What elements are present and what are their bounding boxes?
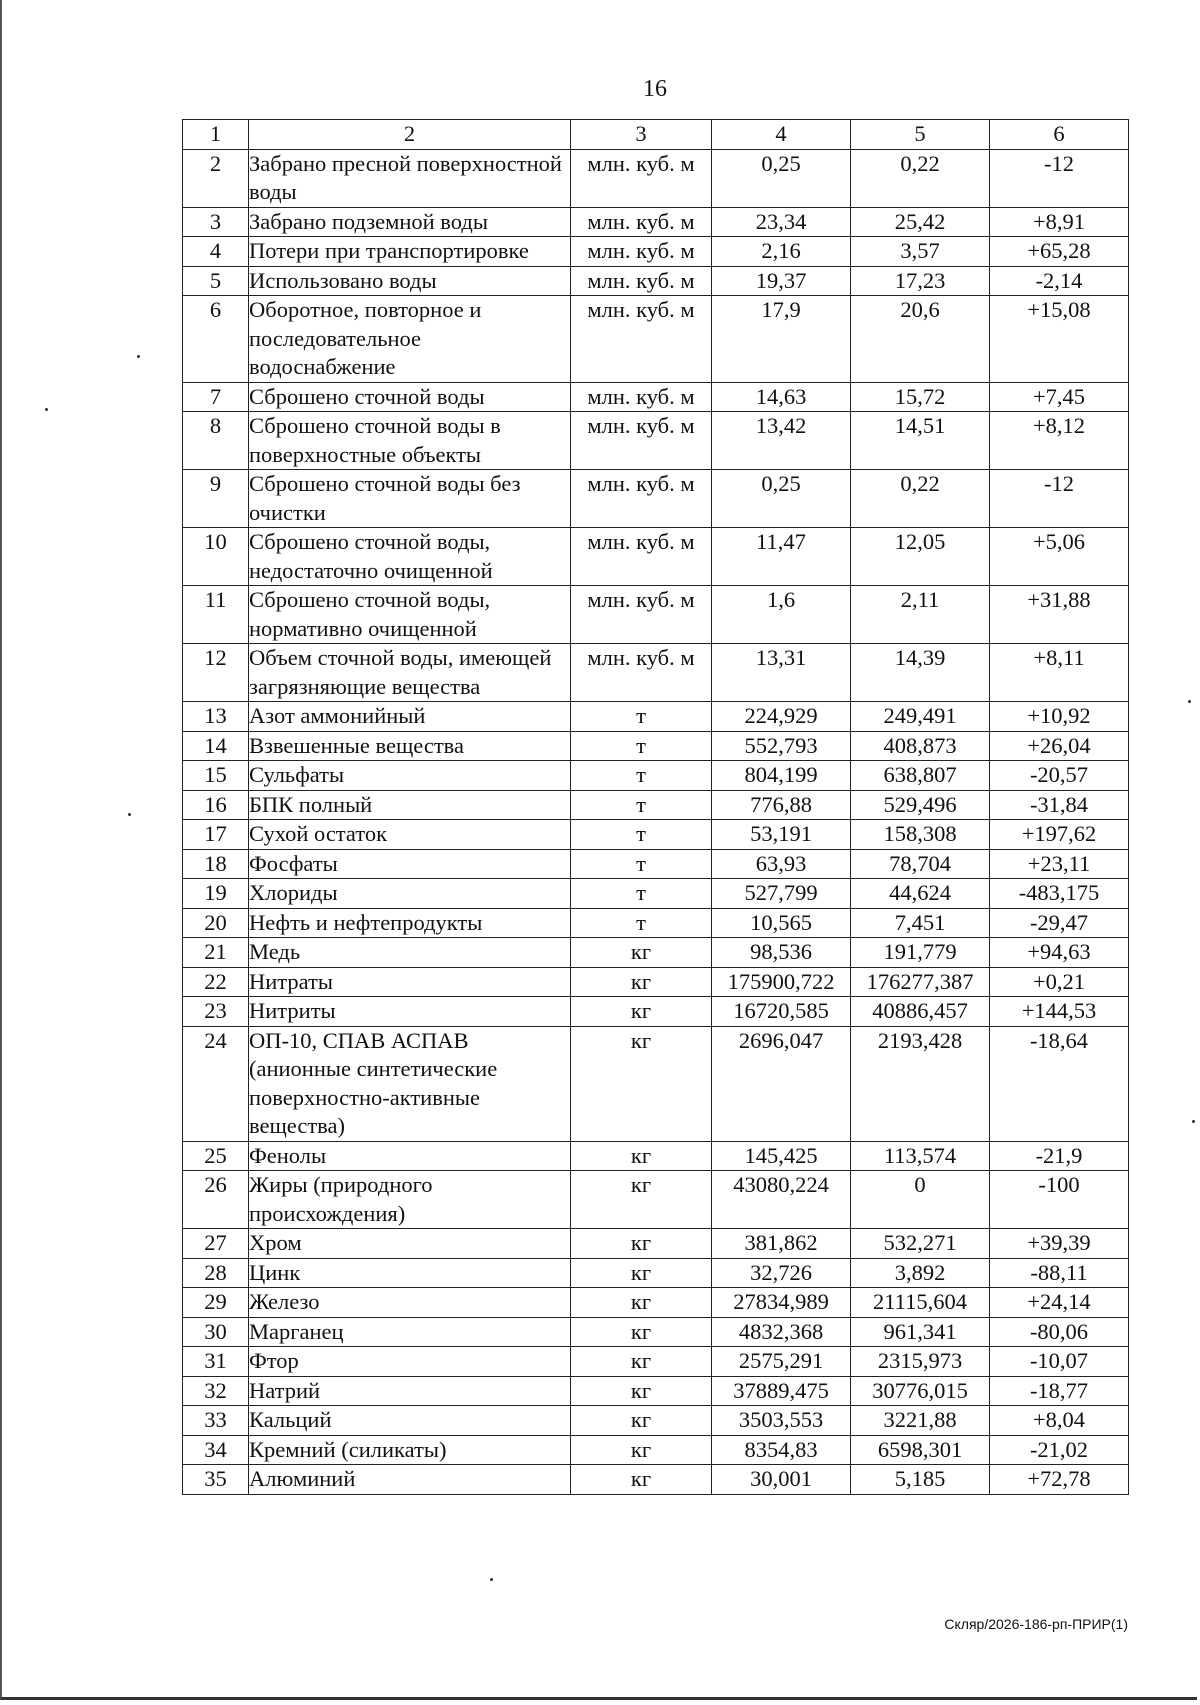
row-number: 24 <box>183 1026 249 1141</box>
unit-cell: кг <box>571 1406 712 1436</box>
value-col6: +8,04 <box>990 1406 1129 1436</box>
row-number: 3 <box>183 207 249 237</box>
row-number: 18 <box>183 849 249 879</box>
value-col4: 16720,585 <box>712 997 851 1027</box>
value-col5: 2,11 <box>851 586 990 644</box>
indicator-name: Забрано подземной воды <box>249 207 571 237</box>
row-number: 16 <box>183 790 249 820</box>
row-number: 34 <box>183 1435 249 1465</box>
value-col4: 13,31 <box>712 644 851 702</box>
unit-cell: млн. куб. м <box>571 149 712 207</box>
value-col6: +8,12 <box>990 412 1129 470</box>
value-col5: 30776,015 <box>851 1376 990 1406</box>
table-row <box>183 1406 1129 1436</box>
value-col5: 7,451 <box>851 908 990 938</box>
unit-cell: млн. куб. м <box>571 412 712 470</box>
value-col5: 0,22 <box>851 149 990 207</box>
value-col6: +65,28 <box>990 237 1129 267</box>
value-col4: 13,42 <box>712 412 851 470</box>
row-number: 2 <box>183 149 249 207</box>
indicator-name: Жиры (природного происхождения) <box>249 1171 571 1229</box>
indicator-name: Хром <box>249 1229 571 1259</box>
header-cell: 2 <box>249 120 571 150</box>
value-col6: +15,08 <box>990 296 1129 383</box>
value-col6: +26,04 <box>990 731 1129 761</box>
unit-cell: кг <box>571 1141 712 1171</box>
value-col5: 3,57 <box>851 237 990 267</box>
indicator-name: Использовано воды <box>249 266 571 296</box>
header-cell: 1 <box>183 120 249 150</box>
row-number: 29 <box>183 1288 249 1318</box>
unit-cell: кг <box>571 1376 712 1406</box>
indicator-name: БПК полный <box>249 790 571 820</box>
indicator-name: Нитраты <box>249 967 571 997</box>
value-col6: -483,175 <box>990 879 1129 909</box>
value-col5: 40886,457 <box>851 997 990 1027</box>
header-row <box>183 120 1129 150</box>
value-col4: 2575,291 <box>712 1347 851 1377</box>
unit-cell: кг <box>571 1026 712 1141</box>
value-col5: 78,704 <box>851 849 990 879</box>
table-row <box>183 761 1129 791</box>
indicator-name: Азот аммонийный <box>249 702 571 732</box>
indicator-name: Хлориды <box>249 879 571 909</box>
table-row <box>183 731 1129 761</box>
indicator-name: Объем сточной воды, имеющей загрязняющие вещества <box>249 644 571 702</box>
value-col4: 552,793 <box>712 731 851 761</box>
row-number: 33 <box>183 1406 249 1436</box>
value-col5: 44,624 <box>851 879 990 909</box>
value-col5: 6598,301 <box>851 1435 990 1465</box>
row-number: 26 <box>183 1171 249 1229</box>
value-col5: 3221,88 <box>851 1406 990 1436</box>
value-col4: 2,16 <box>712 237 851 267</box>
value-col5: 158,308 <box>851 820 990 850</box>
table-row <box>183 820 1129 850</box>
table-row <box>183 470 1129 528</box>
value-col6: -12 <box>990 470 1129 528</box>
unit-cell: т <box>571 731 712 761</box>
scan-speck <box>1188 700 1191 703</box>
value-col4: 30,001 <box>712 1465 851 1495</box>
value-col5: 0,22 <box>851 470 990 528</box>
unit-cell: т <box>571 849 712 879</box>
value-col6: -29,47 <box>990 908 1129 938</box>
value-col5: 15,72 <box>851 382 990 412</box>
table-row <box>183 1435 1129 1465</box>
value-col6: -18,64 <box>990 1026 1129 1141</box>
indicator-name: Нефть и нефтепродукты <box>249 908 571 938</box>
indicator-name: Кремний (силикаты) <box>249 1435 571 1465</box>
value-col6: +23,11 <box>990 849 1129 879</box>
table-row <box>183 908 1129 938</box>
value-col5: 2193,428 <box>851 1026 990 1141</box>
scan-speck <box>45 408 48 411</box>
row-number: 32 <box>183 1376 249 1406</box>
table-row <box>183 237 1129 267</box>
value-col4: 776,88 <box>712 790 851 820</box>
value-col6: -18,77 <box>990 1376 1129 1406</box>
indicator-name: Сухой остаток <box>249 820 571 850</box>
table-row <box>183 1141 1129 1171</box>
row-number: 31 <box>183 1347 249 1377</box>
unit-cell: кг <box>571 1465 712 1495</box>
value-col4: 0,25 <box>712 470 851 528</box>
unit-cell: т <box>571 879 712 909</box>
value-col5: 12,05 <box>851 528 990 586</box>
table-row <box>183 1288 1129 1318</box>
row-number: 21 <box>183 938 249 968</box>
value-col4: 4832,368 <box>712 1317 851 1347</box>
row-number: 28 <box>183 1258 249 1288</box>
unit-cell: кг <box>571 1288 712 1318</box>
unit-cell: млн. куб. м <box>571 586 712 644</box>
indicator-name: Фосфаты <box>249 849 571 879</box>
table-row <box>183 528 1129 586</box>
table-row <box>183 586 1129 644</box>
value-col5: 408,873 <box>851 731 990 761</box>
indicator-name: Алюминий <box>249 1465 571 1495</box>
value-col5: 191,779 <box>851 938 990 968</box>
indicator-name: Нитриты <box>249 997 571 1027</box>
value-col4: 224,929 <box>712 702 851 732</box>
value-col4: 37889,475 <box>712 1376 851 1406</box>
row-number: 23 <box>183 997 249 1027</box>
row-number: 13 <box>183 702 249 732</box>
value-col4: 23,34 <box>712 207 851 237</box>
table-row <box>183 1376 1129 1406</box>
value-col6: +5,06 <box>990 528 1129 586</box>
row-number: 6 <box>183 296 249 383</box>
unit-cell: кг <box>571 1229 712 1259</box>
value-col6: +8,11 <box>990 644 1129 702</box>
table-row <box>183 1317 1129 1347</box>
value-col4: 8354,83 <box>712 1435 851 1465</box>
scan-speck <box>1192 1120 1195 1123</box>
unit-cell: млн. куб. м <box>571 528 712 586</box>
value-col4: 63,93 <box>712 849 851 879</box>
value-col4: 32,726 <box>712 1258 851 1288</box>
value-col6: -80,06 <box>990 1317 1129 1347</box>
value-col6: -100 <box>990 1171 1129 1229</box>
row-number: 12 <box>183 644 249 702</box>
unit-cell: т <box>571 790 712 820</box>
value-col5: 21115,604 <box>851 1288 990 1318</box>
value-col6: -12 <box>990 149 1129 207</box>
unit-cell: т <box>571 702 712 732</box>
indicator-name: Фтор <box>249 1347 571 1377</box>
unit-cell: млн. куб. м <box>571 470 712 528</box>
value-col4: 381,862 <box>712 1229 851 1259</box>
value-col4: 17,9 <box>712 296 851 383</box>
row-number: 9 <box>183 470 249 528</box>
table-row <box>183 1171 1129 1229</box>
header-cell: 3 <box>571 120 712 150</box>
row-number: 14 <box>183 731 249 761</box>
value-col4: 145,425 <box>712 1141 851 1171</box>
value-col5: 961,341 <box>851 1317 990 1347</box>
unit-cell: млн. куб. м <box>571 382 712 412</box>
value-col4: 43080,224 <box>712 1171 851 1229</box>
value-col6: +0,21 <box>990 967 1129 997</box>
indicator-name: Фенолы <box>249 1141 571 1171</box>
indicator-name: Потери при транспортировке <box>249 237 571 267</box>
indicator-name: Сброшено сточной воды в поверхностные объекты <box>249 412 571 470</box>
value-col4: 53,191 <box>712 820 851 850</box>
indicator-name: Железо <box>249 1288 571 1318</box>
table-row <box>183 1347 1129 1377</box>
value-col4: 14,63 <box>712 382 851 412</box>
table-row <box>183 412 1129 470</box>
table-row <box>183 790 1129 820</box>
value-col5: 17,23 <box>851 266 990 296</box>
document-code: Скляр/2026-186-рп-ПРИР(1) <box>944 1616 1128 1632</box>
indicator-name: Оборотное, повторное и последовательное водоснабжение <box>249 296 571 383</box>
indicator-name: Цинк <box>249 1258 571 1288</box>
scan-speck <box>128 813 131 816</box>
unit-cell: млн. куб. м <box>571 237 712 267</box>
header-cell: 5 <box>851 120 990 150</box>
data-table <box>182 119 1129 1495</box>
value-col5: 25,42 <box>851 207 990 237</box>
value-col6: +10,92 <box>990 702 1129 732</box>
value-col6: +197,62 <box>990 820 1129 850</box>
value-col4: 98,536 <box>712 938 851 968</box>
unit-cell: млн. куб. м <box>571 644 712 702</box>
row-number: 35 <box>183 1465 249 1495</box>
value-col4: 3503,553 <box>712 1406 851 1436</box>
value-col6: -31,84 <box>990 790 1129 820</box>
unit-cell: млн. куб. м <box>571 296 712 383</box>
unit-cell: т <box>571 761 712 791</box>
indicator-name: Сброшено сточной воды без очистки <box>249 470 571 528</box>
indicator-name: Натрий <box>249 1376 571 1406</box>
unit-cell: кг <box>571 997 712 1027</box>
table-row <box>183 1026 1129 1141</box>
table-row <box>183 1229 1129 1259</box>
table-row <box>183 1258 1129 1288</box>
value-col4: 175900,722 <box>712 967 851 997</box>
row-number: 7 <box>183 382 249 412</box>
value-col6: -21,02 <box>990 1435 1129 1465</box>
value-col5: 14,39 <box>851 644 990 702</box>
unit-cell: кг <box>571 1435 712 1465</box>
indicator-name: ОП-10, СПАВ АСПАВ (анионные синтетические поверхностно-активные вещества) <box>249 1026 571 1141</box>
indicator-name: Забрано пресной поверхностной воды <box>249 149 571 207</box>
value-col4: 19,37 <box>712 266 851 296</box>
scan-speck <box>137 355 140 358</box>
indicator-name: Сброшено сточной воды, нормативно очищенной <box>249 586 571 644</box>
row-number: 30 <box>183 1317 249 1347</box>
value-col5: 3,892 <box>851 1258 990 1288</box>
value-col6: +31,88 <box>990 586 1129 644</box>
value-col4: 1,6 <box>712 586 851 644</box>
value-col6: +94,63 <box>990 938 1129 968</box>
row-number: 22 <box>183 967 249 997</box>
indicator-name: Сульфаты <box>249 761 571 791</box>
table-row <box>183 1465 1129 1495</box>
value-col4: 804,199 <box>712 761 851 791</box>
header-cell: 6 <box>990 120 1129 150</box>
table-row <box>183 382 1129 412</box>
value-col6: +7,45 <box>990 382 1129 412</box>
value-col6: -20,57 <box>990 761 1129 791</box>
value-col6: +39,39 <box>990 1229 1129 1259</box>
value-col5: 113,574 <box>851 1141 990 1171</box>
table-row <box>183 967 1129 997</box>
table-row <box>183 266 1129 296</box>
value-col6: -21,9 <box>990 1141 1129 1171</box>
value-col4: 0,25 <box>712 149 851 207</box>
value-col6: +8,91 <box>990 207 1129 237</box>
table-row <box>183 997 1129 1027</box>
table-row <box>183 879 1129 909</box>
value-col4: 27834,989 <box>712 1288 851 1318</box>
row-number: 5 <box>183 266 249 296</box>
value-col5: 5,185 <box>851 1465 990 1495</box>
unit-cell: т <box>571 908 712 938</box>
indicator-name: Сброшено сточной воды <box>249 382 571 412</box>
value-col4: 10,565 <box>712 908 851 938</box>
row-number: 8 <box>183 412 249 470</box>
unit-cell: кг <box>571 1347 712 1377</box>
table-row <box>183 644 1129 702</box>
value-col6: -88,11 <box>990 1258 1129 1288</box>
value-col5: 0 <box>851 1171 990 1229</box>
value-col6: -2,14 <box>990 266 1129 296</box>
value-col5: 249,491 <box>851 702 990 732</box>
row-number: 17 <box>183 820 249 850</box>
value-col5: 14,51 <box>851 412 990 470</box>
row-number: 4 <box>183 237 249 267</box>
value-col5: 638,807 <box>851 761 990 791</box>
value-col4: 2696,047 <box>712 1026 851 1141</box>
table-row <box>183 938 1129 968</box>
row-number: 20 <box>183 908 249 938</box>
unit-cell: млн. куб. м <box>571 266 712 296</box>
value-col5: 2315,973 <box>851 1347 990 1377</box>
value-col4: 11,47 <box>712 528 851 586</box>
unit-cell: кг <box>571 938 712 968</box>
unit-cell: кг <box>571 1258 712 1288</box>
table-row <box>183 296 1129 383</box>
scan-speck <box>490 1578 493 1581</box>
value-col5: 176277,387 <box>851 967 990 997</box>
unit-cell: кг <box>571 1317 712 1347</box>
indicator-name: Сброшено сточной воды, недостаточно очищенной <box>249 528 571 586</box>
table-row <box>183 849 1129 879</box>
indicator-name: Медь <box>249 938 571 968</box>
unit-cell: млн. куб. м <box>571 207 712 237</box>
indicator-name: Взвешенные вещества <box>249 731 571 761</box>
value-col6: +72,78 <box>990 1465 1129 1495</box>
unit-cell: кг <box>571 1171 712 1229</box>
page-number: 16 <box>643 76 667 102</box>
row-number: 15 <box>183 761 249 791</box>
value-col6: +24,14 <box>990 1288 1129 1318</box>
row-number: 10 <box>183 528 249 586</box>
unit-cell: т <box>571 820 712 850</box>
value-col5: 20,6 <box>851 296 990 383</box>
header-cell: 4 <box>712 120 851 150</box>
row-number: 11 <box>183 586 249 644</box>
value-col5: 529,496 <box>851 790 990 820</box>
row-number: 25 <box>183 1141 249 1171</box>
table-row <box>183 207 1129 237</box>
table-row <box>183 149 1129 207</box>
row-number: 27 <box>183 1229 249 1259</box>
table-row <box>183 702 1129 732</box>
value-col4: 527,799 <box>712 879 851 909</box>
value-col6: +144,53 <box>990 997 1129 1027</box>
unit-cell: кг <box>571 967 712 997</box>
indicator-name: Кальций <box>249 1406 571 1436</box>
indicator-name: Марганец <box>249 1317 571 1347</box>
row-number: 19 <box>183 879 249 909</box>
value-col6: -10,07 <box>990 1347 1129 1377</box>
value-col5: 532,271 <box>851 1229 990 1259</box>
